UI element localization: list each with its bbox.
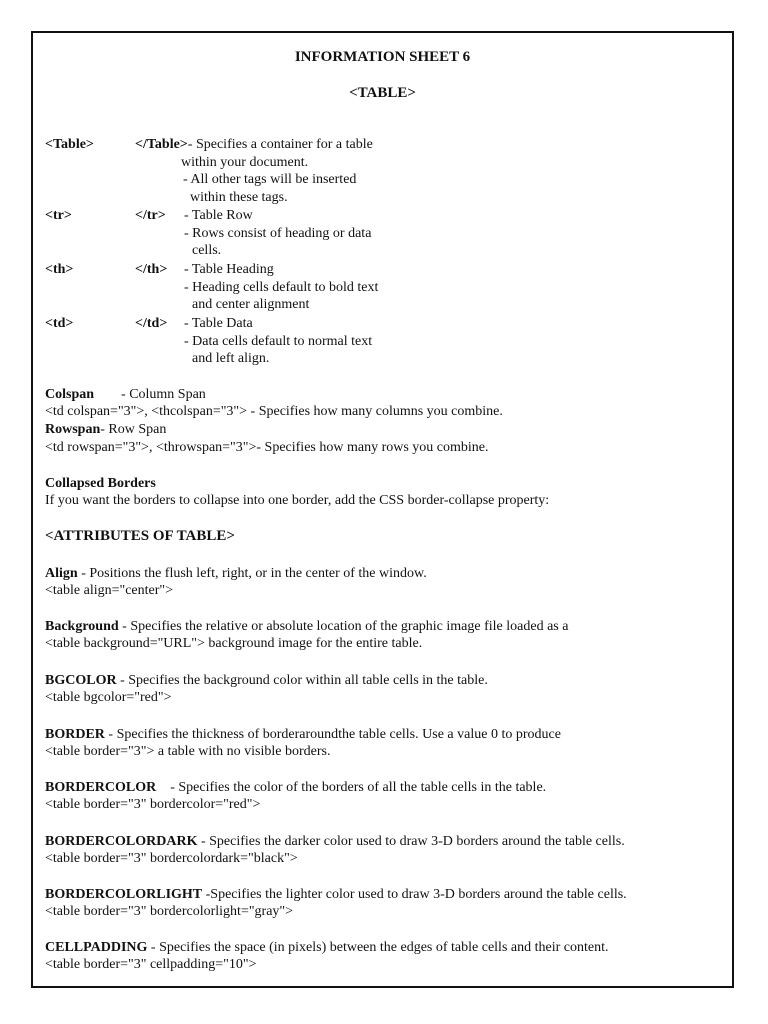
- tag-desc-line: and center alignment: [192, 297, 310, 312]
- attribute-bordercolor: [45, 779, 546, 796]
- page-subtitle: <TABLE>: [349, 85, 416, 101]
- attribute-cellpadding: [45, 939, 608, 956]
- tag-desc-line: - Rows consist of heading or data: [184, 225, 372, 241]
- tag-desc-line: within these tags.: [190, 189, 288, 205]
- close-tag: </th>: [135, 262, 168, 277]
- tag-desc-line: - All other tags will be inserted: [183, 172, 357, 187]
- attribute-desc: - Specifies the thickness of borderaroundthe table cells. Use a value 0 to produce: [104, 727, 561, 742]
- colspan-desc: - Column Span: [121, 387, 206, 402]
- attribute-name: BORDERCOLORLIGHT: [45, 887, 203, 902]
- attribute-align: [45, 565, 427, 582]
- attribute-desc: - Specifies the darker color used to draw 3-D borders around the table cells.: [197, 834, 625, 849]
- tag-desc-first: - Table Row: [184, 208, 253, 223]
- attribute-example: <table align="center">: [45, 583, 174, 598]
- attribute-background: [45, 618, 568, 635]
- open-tag: <tr>: [45, 208, 72, 223]
- attribute-example: <table border="3" cellpadding="10">: [45, 957, 257, 972]
- attribute-desc: - Positions the flush left, right, or in the center of the window.: [77, 566, 427, 581]
- attribute-desc: - Specifies the space (in pixels) between the edges of table cells and their content.: [147, 940, 609, 955]
- attribute-example: <table background="URL"> background image for the entire table.: [45, 636, 423, 651]
- attribute-desc: - Specifies the color of the borders of all the table cells in the table.: [156, 780, 547, 795]
- tag-desc-line: - Heading cells default to bold text: [184, 279, 379, 295]
- attribute-border: [45, 726, 561, 743]
- colspan-example: <td colspan="3">, <thcolspan="3"> - Specifies how many columns you combine.: [45, 404, 503, 419]
- rowspan-term: Rowspan: [45, 422, 101, 437]
- attribute-example: <table border="3" bordercolor="red">: [45, 797, 261, 812]
- attribute-name: BGCOLOR: [45, 673, 117, 688]
- attribute-name: BORDER: [45, 727, 105, 742]
- attribute-name: BORDERCOLOR: [45, 780, 157, 795]
- attribute-desc: - Specifies the relative or absolute location of the graphic image file loaded as a: [118, 619, 569, 634]
- rowspan-example: <td rowspan="3">, <throwspan="3">- Specifies how many rows you combine.: [45, 440, 489, 455]
- tag-desc-line: within your document.: [181, 154, 309, 170]
- close-tag: </td>: [135, 316, 168, 331]
- tag-desc-line: and left align.: [192, 351, 270, 366]
- attribute-name: BORDERCOLORDARK: [45, 834, 198, 849]
- tag-desc-first: - Table Data: [184, 316, 253, 331]
- tag-desc-first: - Table Heading: [184, 262, 274, 277]
- rowspan-desc: - Row Span: [100, 422, 167, 437]
- tag-desc-line: cells.: [192, 243, 222, 258]
- attribute-example: <table border="3"> a table with no visible borders.: [45, 744, 331, 759]
- attribute-example: <table bgcolor="red">: [45, 690, 172, 705]
- colspan-heading: [45, 386, 206, 403]
- close-tag: </Table>: [135, 137, 188, 152]
- open-tag: <td>: [45, 316, 74, 331]
- attribute-example: <table border="3" bordercolordark="black">: [45, 851, 298, 866]
- attribute-desc: -Specifies the lighter color used to draw 3-D borders around the table cells.: [202, 887, 627, 902]
- colspan-term: Colspan: [45, 387, 95, 402]
- tag-desc-first: - Specifies a container for a table: [187, 137, 373, 152]
- attribute-bordercolordark: [45, 833, 625, 850]
- open-tag: <Table>: [45, 137, 94, 152]
- attribute-bordercolorlight: [45, 886, 627, 903]
- tag-desc-line: - Data cells default to normal text: [184, 333, 373, 349]
- attribute-name: Align: [45, 566, 78, 581]
- collapsed-text: If you want the borders to collapse into one border, add the CSS border-collapse property:: [45, 493, 550, 508]
- close-tag: </tr>: [135, 208, 166, 223]
- attribute-name: Background: [45, 619, 119, 634]
- open-tag: <th>: [45, 262, 74, 277]
- attributes-heading: <ATTRIBUTES OF TABLE>: [45, 528, 235, 544]
- close-tag-with-desc: [135, 136, 373, 154]
- attribute-desc: - Specifies the background color within all table cells in the table.: [116, 673, 488, 688]
- attribute-bgcolor: [45, 672, 488, 689]
- attribute-name: CELLPADDING: [45, 940, 148, 955]
- attribute-example: <table border="3" bordercolorlight="gray">: [45, 904, 294, 919]
- rowspan-heading: [45, 421, 166, 438]
- collapsed-heading: Collapsed Borders: [45, 476, 156, 491]
- page-title: INFORMATION SHEET 6: [294, 49, 471, 65]
